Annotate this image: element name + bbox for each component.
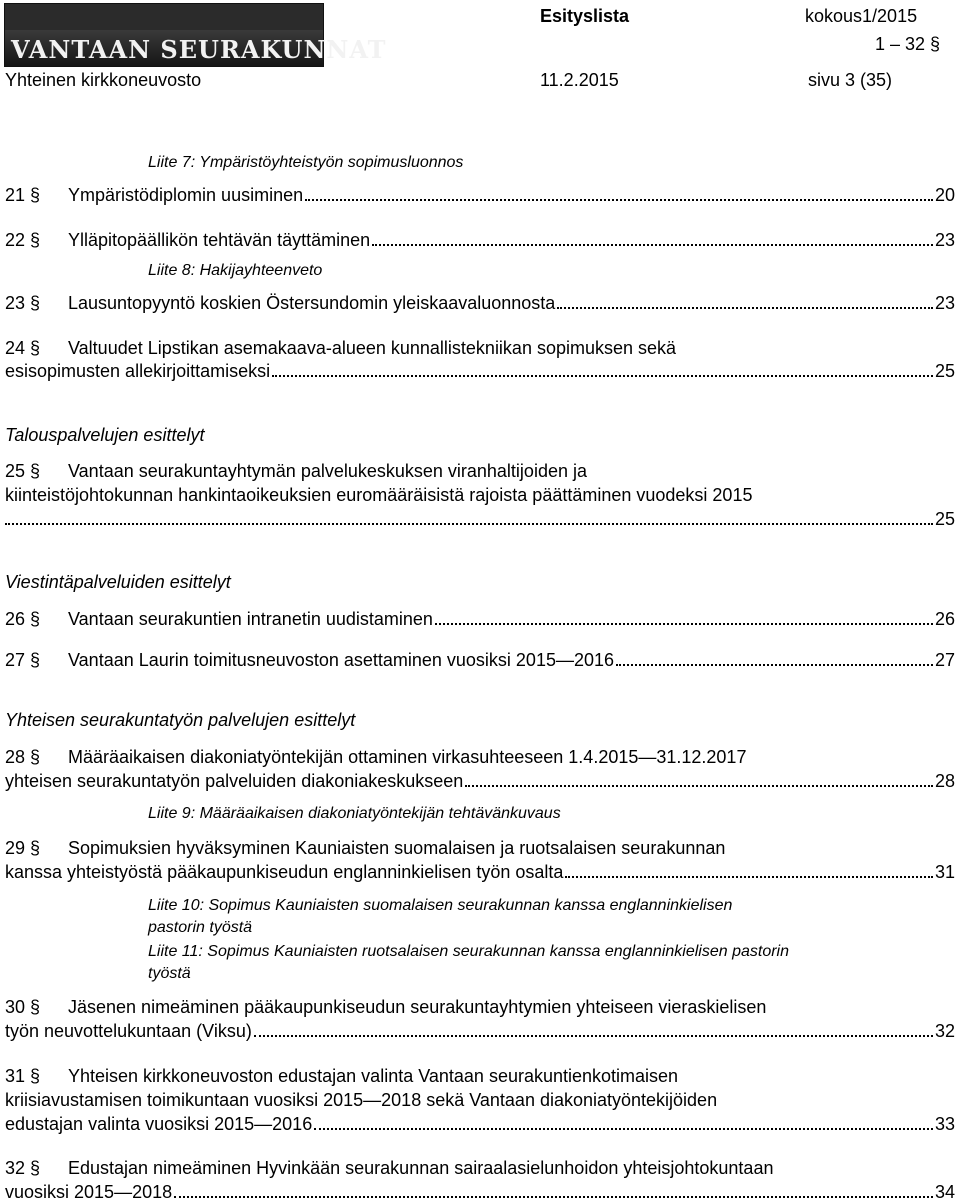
dot-leader (5, 522, 933, 525)
toc-item-24-line2[interactable] (5, 360, 955, 382)
toc-item-32-line1[interactable] (5, 1157, 773, 1179)
item-number: 31 § (5, 1066, 41, 1086)
toc-item-24-line1[interactable] (5, 337, 676, 359)
item-page: 33 (934, 1114, 955, 1134)
toc-item-25-line1[interactable] (5, 460, 587, 482)
item-title-cont: yhteisen seurakuntatyön palveluiden diakoniakeskukseen (5, 771, 464, 791)
section-heading-talous: Talouspalvelujen esittelyt (5, 425, 205, 445)
toc-item-29-line1[interactable] (5, 837, 725, 859)
item-title: Määräaikaisen diakoniatyöntekijän ottaminen virkasuhteeseen 1.4.2015—31.12.2017 (68, 747, 747, 767)
item-number: 27 § (5, 650, 41, 670)
dot-leader (435, 622, 933, 625)
toc-item-21[interactable] (5, 184, 955, 206)
attachment-7: Liite 7: Ympäristöyhteistyön sopimusluonnos (148, 154, 464, 171)
item-title: Sopimuksien hyväksyminen Kauniaisten suomalaisen ja ruotsalaisen seurakunnan (68, 838, 726, 858)
item-number: 26 § (5, 609, 41, 629)
toc-item-27[interactable] (5, 649, 955, 671)
item-number: 28 § (5, 747, 41, 767)
item-page: 34 (934, 1182, 955, 1202)
toc-item-26[interactable] (5, 608, 955, 630)
dot-leader (305, 198, 933, 201)
dot-leader (314, 1127, 933, 1130)
toc-item-25-line3[interactable] (5, 508, 955, 530)
attachment-8: Liite 8: Hakijayhteenveto (148, 262, 323, 279)
dot-leader (254, 1034, 933, 1037)
attachment-9: Liite 9: Määräaikaisen diakoniatyöntekijän tehtävänkuvaus (148, 805, 561, 822)
section-heading-yhteinen: Yhteisen seurakuntatyön palvelujen esittelyt (5, 710, 356, 730)
toc-item-23[interactable] (5, 292, 955, 314)
item-page: 27 (934, 650, 955, 670)
item-page: 25 (934, 509, 955, 529)
toc-item-28-line1[interactable] (5, 746, 746, 768)
attachment-11: Liite 11: Sopimus Kauniaisten ruotsalaisen seurakunnan kanssa englanninkielisen pastorin (148, 943, 789, 960)
toc-item-31-line3[interactable] (5, 1113, 955, 1135)
item-title: Ympäristödiplomin uusiminen (68, 185, 304, 205)
attachment-11-cont: työstä (148, 965, 191, 982)
item-title: Lausuntopyyntö koskien Östersundomin yleiskaavaluonnosta (68, 293, 556, 313)
item-page: 20 (934, 185, 955, 205)
item-title: Jäsenen nimeäminen pääkaupunkiseudun seurakuntayhtymien yhteiseen vieraskielisen (68, 997, 767, 1017)
attachment-10-cont: pastorin työstä (148, 919, 253, 936)
toc-item-30-line2[interactable] (5, 1020, 955, 1042)
logo-text: VANTAAN SEURAKUNNAT (11, 35, 387, 64)
item-number: 22 § (5, 230, 41, 250)
item-title: Vantaan Laurin toimitusneuvoston asettaminen vuosiksi 2015—2016 (68, 650, 615, 670)
item-page: 23 (934, 293, 955, 313)
dot-leader (616, 663, 933, 666)
item-number: 30 § (5, 997, 41, 1017)
toc-item-31-line1[interactable] (5, 1065, 678, 1087)
item-title: Vantaan seurakuntien intranetin uudistaminen (68, 609, 433, 629)
dot-leader (372, 243, 933, 246)
item-title-cont: kanssa yhteistyöstä pääkaupunkiseudun englanninkielisen työn osalta (5, 862, 564, 882)
dot-leader (272, 374, 933, 377)
item-page: 28 (934, 771, 955, 791)
dot-leader (557, 306, 933, 309)
section-range: 1 – 32 § (875, 34, 941, 54)
item-page: 31 (934, 862, 955, 882)
item-number: 32 § (5, 1158, 41, 1178)
item-title: Valtuudet Lipstikan asemakaava-alueen kunnallistekniikan sopimuksen sekä (68, 338, 677, 358)
meeting-number: kokous1/2015 (805, 6, 918, 26)
section-heading-viestinta: Viestintäpalveluiden esittelyt (5, 572, 231, 592)
item-number: 23 § (5, 293, 41, 313)
toc-item-22[interactable] (5, 229, 955, 251)
toc-item-28-line2[interactable] (5, 770, 955, 792)
item-title: Ylläpitopäällikön tehtävän täyttäminen (68, 230, 371, 250)
attachment-10: Liite 10: Sopimus Kauniaisten suomalaisen seurakunnan kanssa englanninkielisen (148, 897, 733, 914)
org-logo (4, 3, 387, 67)
toc-item-30-line1[interactable] (5, 996, 766, 1018)
item-number: 24 § (5, 338, 41, 358)
item-title: Vantaan seurakuntayhtymän palvelukeskuksen viranhaltijoiden ja (68, 461, 587, 481)
body-name: Yhteinen kirkkoneuvosto (5, 70, 202, 90)
meeting-date: 11.2.2015 (540, 70, 619, 90)
dot-leader (465, 784, 933, 787)
dot-leader (565, 875, 933, 878)
item-number: 25 § (5, 461, 41, 481)
item-title-cont: vuosiksi 2015—2018 (5, 1182, 173, 1202)
toc-item-25-line2[interactable]: kiinteistöjohtokunnan hankintaoikeuksien euromääräisistä rajoista päättäminen vuodeksi 2015 (5, 485, 753, 505)
item-title-cont: esisopimusten allekirjoittamiseksi (5, 361, 271, 381)
page-indicator: sivu 3 (35) (808, 70, 893, 90)
item-number: 29 § (5, 838, 41, 858)
item-title-cont: työn neuvottelukuntaan (Viksu) (5, 1021, 252, 1041)
item-title: Edustajan nimeäminen Hyvinkään seurakunnan sairaalasielunhoidon yhteisjohtokuntaan (68, 1158, 774, 1178)
toc-item-31-line2[interactable]: kriisiavustamisen toimikuntaan vuosiksi 2015—2018 sekä Vantaan diakoniatyöntekijöiden (5, 1090, 718, 1110)
item-page: 23 (934, 230, 955, 250)
item-number: 21 § (5, 185, 41, 205)
item-page: 32 (934, 1021, 955, 1041)
toc-item-32-line2[interactable] (5, 1181, 955, 1203)
item-page: 25 (934, 361, 955, 381)
dot-leader (174, 1195, 933, 1198)
doc-type: Esityslista (540, 6, 630, 26)
item-title: Yhteisen kirkkoneuvoston edustajan valinta Vantaan seurakuntienkotimaisen (68, 1066, 679, 1086)
item-title-cont: edustajan valinta vuosiksi 2015—2016 (5, 1114, 313, 1134)
toc-item-29-line2[interactable] (5, 861, 955, 883)
item-page: 26 (934, 609, 955, 629)
